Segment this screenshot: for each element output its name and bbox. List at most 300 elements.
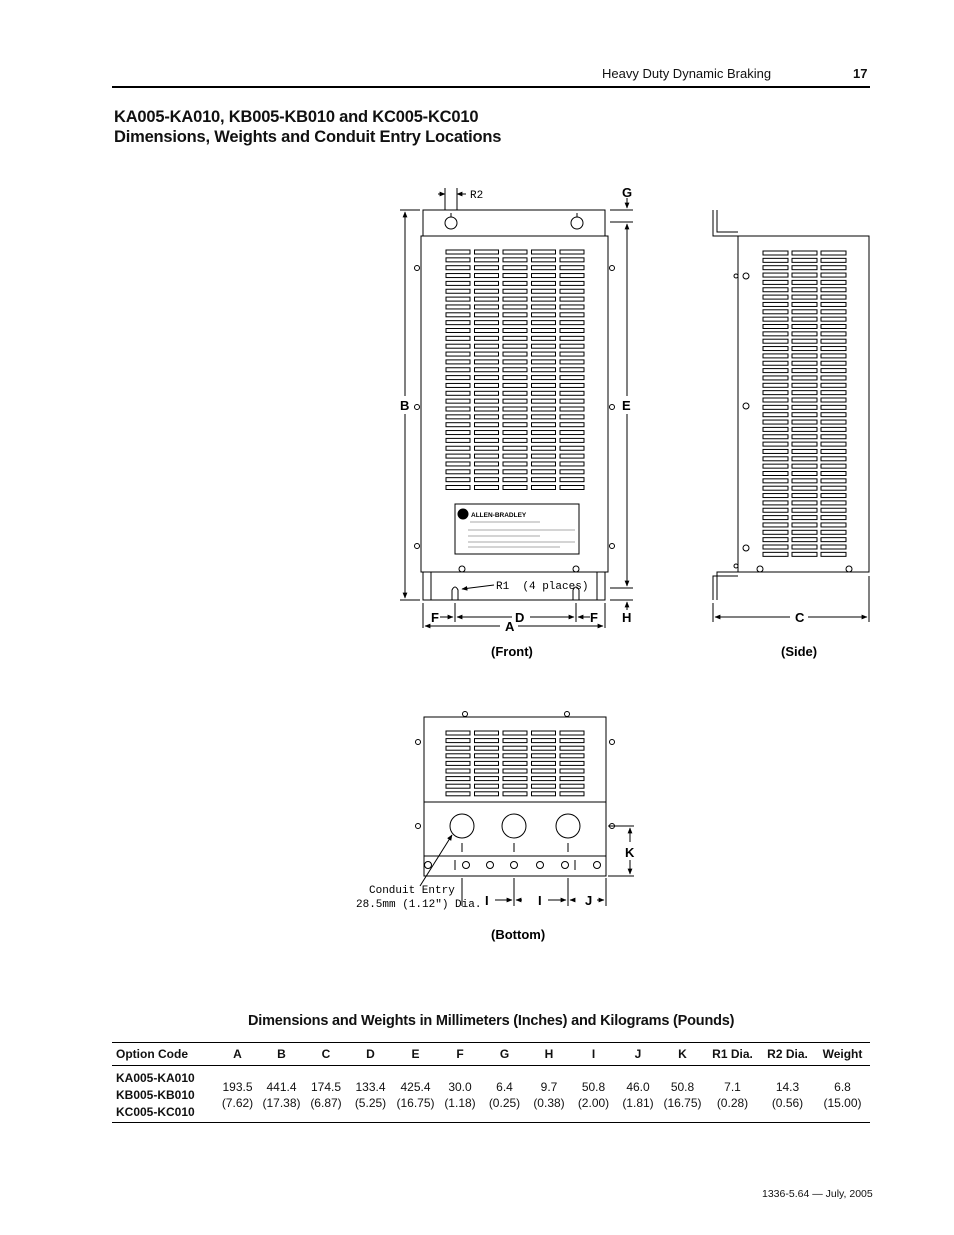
vent-slot (821, 280, 846, 284)
vent-slot (475, 423, 499, 427)
vent-slot (560, 258, 584, 262)
vent-slot (446, 368, 470, 372)
vent-slot (560, 746, 584, 750)
dim-label-h: H (622, 610, 632, 625)
vent-slot (763, 280, 788, 284)
vent-slot (503, 478, 527, 482)
vent-slot (475, 297, 499, 301)
col-header-r2: R2 Dia. (767, 1047, 808, 1061)
vent-slot (532, 761, 556, 765)
vent-slot (532, 281, 556, 285)
vent-slot (560, 739, 584, 743)
vent-slot (763, 302, 788, 306)
vent-slot (503, 352, 527, 356)
vent-slot (503, 336, 527, 340)
col-header-g: G (499, 1047, 510, 1061)
vent-slot (446, 407, 470, 411)
vent-slot (763, 295, 788, 299)
vent-slot (475, 344, 499, 348)
vent-slot (560, 446, 584, 450)
vent-slot (475, 470, 499, 474)
table-row (112, 1068, 870, 1122)
dim-label-i-right: I (538, 893, 542, 908)
vent-slot (475, 462, 499, 466)
vent-slot (446, 274, 470, 278)
vent-slot (475, 305, 499, 309)
vent-slot (560, 344, 584, 348)
vent-slot (792, 398, 817, 402)
vent-slot (792, 325, 817, 329)
vent-slot (821, 479, 846, 483)
vent-slot (792, 288, 817, 292)
dim-label-j: J (585, 893, 593, 908)
vent-slot (446, 344, 470, 348)
vent-slot (821, 354, 846, 358)
vent-slot (821, 273, 846, 277)
vent-slot (560, 470, 584, 474)
value-in: (1.81) (622, 1096, 654, 1110)
vent-slot (475, 746, 499, 750)
dimensions-table-body (112, 1068, 870, 1122)
vent-slot (532, 376, 556, 380)
cell-i (571, 1068, 616, 1122)
page-title-line2: Dimensions, Weights and Conduit Entry Locations (114, 128, 502, 146)
col-header-c: C (321, 1047, 331, 1061)
vent-slot (821, 501, 846, 505)
vent-slot (532, 266, 556, 270)
vent-slot (763, 420, 788, 424)
footer-doc-ref: 1336-5.64 — July, 2005 (762, 1188, 873, 1200)
vent-slot (821, 472, 846, 476)
dim-label-f-right: F (590, 610, 598, 625)
vent-slot (821, 325, 846, 329)
vent-slot (560, 305, 584, 309)
page-number: 17 (853, 66, 868, 81)
vent-slot (821, 464, 846, 468)
vent-slot (560, 383, 584, 387)
vent-slot (763, 251, 788, 255)
vent-slot (532, 746, 556, 750)
vent-slot (532, 383, 556, 387)
vent-slot (821, 369, 846, 373)
vent-slot (792, 332, 817, 336)
table-title: Dimensions and Weights in Millimeters (Inches) and Kilograms (Pounds) (248, 1013, 735, 1029)
vent-slot (821, 251, 846, 255)
col-header-r1: R1 Dia. (712, 1047, 753, 1061)
vent-slot (560, 399, 584, 403)
vent-slot (792, 442, 817, 446)
vent-slot (475, 352, 499, 356)
vent-slot (821, 391, 846, 395)
vent-slot (446, 289, 470, 293)
vent-slot (763, 317, 788, 321)
vent-slot (821, 361, 846, 365)
vent-slot (821, 405, 846, 409)
vent-slot (446, 784, 470, 788)
vent-slot (475, 383, 499, 387)
cell-r1 (705, 1068, 760, 1122)
vent-slot (821, 435, 846, 439)
vent-slot (446, 470, 470, 474)
value-mm: 50.8 (581, 1080, 606, 1094)
value-in: (0.28) (716, 1096, 749, 1110)
vent-slot (792, 280, 817, 284)
vent-slot (560, 423, 584, 427)
vent-slot (446, 376, 470, 380)
vent-slot (532, 431, 556, 435)
r2-label: R2 (470, 190, 484, 202)
vent-slot (446, 399, 470, 403)
dim-label-k: K (625, 845, 635, 860)
conduit-note-line1: Conduit Entry (369, 885, 455, 897)
table-header-row (112, 1043, 870, 1065)
dim-label-g: G (622, 185, 633, 200)
value-mm: 133.4 (355, 1080, 386, 1094)
value-mm: 193.5 (222, 1080, 253, 1094)
vent-slot (763, 523, 788, 527)
cell-a (216, 1068, 259, 1122)
vent-slot (763, 545, 788, 549)
vent-slot (560, 777, 584, 781)
vent-slot (446, 769, 470, 773)
vent-slot (821, 398, 846, 402)
vent-slot (532, 297, 556, 301)
vent-slot (503, 399, 527, 403)
vent-slot (446, 250, 470, 254)
dim-label-c: C (795, 610, 805, 625)
vent-slot (821, 295, 846, 299)
vent-slot (560, 274, 584, 278)
col-header-b: B (277, 1047, 286, 1061)
value-lb: (15.00) (823, 1096, 862, 1110)
vent-slot (503, 266, 527, 270)
vent-slot (503, 423, 527, 427)
value-mm: 46.0 (626, 1080, 650, 1094)
vent-slot (532, 784, 556, 788)
vent-slot (763, 288, 788, 292)
vent-slot (503, 360, 527, 364)
vent-slot (532, 792, 556, 796)
vent-slot (503, 407, 527, 411)
vent-slot (446, 336, 470, 340)
bottom-upper-panel (424, 717, 606, 802)
vent-slot (503, 344, 527, 348)
value-in: (0.56) (771, 1096, 804, 1110)
vent-slot (560, 438, 584, 442)
vent-slot (763, 449, 788, 453)
vent-slot (763, 273, 788, 277)
vent-slot (821, 530, 846, 534)
vent-slot (532, 438, 556, 442)
dim-label-i-left: I (485, 893, 489, 908)
vent-slot (821, 552, 846, 556)
vent-slot (503, 250, 527, 254)
vent-slot (475, 431, 499, 435)
vent-slot (503, 274, 527, 278)
vent-slot (560, 478, 584, 482)
vent-slot (763, 479, 788, 483)
vent-slot (763, 258, 788, 262)
vent-slot (763, 310, 788, 314)
vent-slot (821, 310, 846, 314)
view-caption-bottom: (Bottom) (491, 927, 546, 942)
vent-slot (446, 486, 470, 490)
vent-slot (763, 464, 788, 468)
vent-slot (503, 486, 527, 490)
vent-slot (560, 250, 584, 254)
value-in: (1.18) (444, 1096, 476, 1110)
vent-slot (763, 530, 788, 534)
vent-slot (560, 731, 584, 735)
vent-slot (532, 336, 556, 340)
value-in: (16.75) (663, 1096, 702, 1110)
vent-slot (792, 302, 817, 306)
vent-slot (532, 344, 556, 348)
vent-slot (792, 420, 817, 424)
vent-slot (446, 383, 470, 387)
value-in: (2.00) (577, 1096, 610, 1110)
vent-slot (475, 289, 499, 293)
vent-slot (503, 383, 527, 387)
vent-slot (763, 347, 788, 351)
vent-slot (446, 305, 470, 309)
vent-slot (503, 289, 527, 293)
col-header-weight: Weight (822, 1047, 863, 1061)
vent-slot (475, 407, 499, 411)
vent-slot (821, 339, 846, 343)
vent-slot (475, 739, 499, 743)
vent-slot (503, 462, 527, 466)
col-header-h: H (544, 1047, 554, 1061)
col-header-k: K (678, 1047, 687, 1061)
vent-slot (475, 281, 499, 285)
vent-slot (532, 391, 556, 395)
vent-slot (792, 361, 817, 365)
vent-slot (532, 415, 556, 419)
value-mm: 425.4 (400, 1080, 431, 1094)
value-in: (5.25) (354, 1096, 387, 1110)
vent-slot (560, 329, 584, 333)
vent-slot (503, 754, 527, 758)
vent-slot (475, 336, 499, 340)
vent-slot (475, 446, 499, 450)
vent-slot (763, 405, 788, 409)
vent-slot (503, 446, 527, 450)
vent-slot (446, 415, 470, 419)
vent-slot (560, 313, 584, 317)
vent-slot (560, 376, 584, 380)
vent-slot (475, 761, 499, 765)
vent-slot (446, 438, 470, 442)
cell-e (393, 1068, 438, 1122)
cell-f (438, 1068, 482, 1122)
cell-k (660, 1068, 705, 1122)
bottom-view (416, 712, 635, 907)
vent-slot (560, 360, 584, 364)
side-enclosure (738, 236, 869, 572)
vent-slot (532, 462, 556, 466)
vent-slot (821, 449, 846, 453)
vent-slot (446, 478, 470, 482)
cell-j (616, 1068, 660, 1122)
vent-slot (792, 449, 817, 453)
option-code: KC005-KC010 (116, 1104, 195, 1119)
vent-slot (821, 516, 846, 520)
vent-slot (763, 501, 788, 505)
dim-label-a: A (505, 619, 515, 634)
vent-slot (446, 761, 470, 765)
vent-slot (532, 289, 556, 293)
vent-slot (792, 427, 817, 431)
vent-slot (503, 368, 527, 372)
vent-slot (792, 530, 817, 534)
vent-slot (532, 407, 556, 411)
vent-slot (475, 250, 499, 254)
conduit-note-line2: 28.5mm (1.12") Dia. (356, 899, 482, 911)
vent-slot (475, 792, 499, 796)
vent-slot (532, 352, 556, 356)
value-in: (6.87) (310, 1096, 342, 1110)
vent-slot (792, 376, 817, 380)
vent-slot (792, 354, 817, 358)
vent-slot (763, 376, 788, 380)
vent-slot (475, 360, 499, 364)
col-header-a: A (233, 1047, 242, 1061)
vent-slot (821, 302, 846, 306)
vent-slot (560, 266, 584, 270)
vent-slot (532, 754, 556, 758)
vent-slot (763, 538, 788, 542)
vent-slot (792, 523, 817, 527)
vent-slot (446, 746, 470, 750)
value-mm: 174.5 (310, 1080, 342, 1094)
nameplate-brand: ALLEN-BRADLEY (471, 512, 527, 519)
vent-slot (792, 516, 817, 520)
value-mm: 50.8 (670, 1080, 695, 1094)
cell-h (527, 1068, 571, 1122)
value-kg: 6.8 (834, 1080, 851, 1094)
vent-slot (532, 486, 556, 490)
vent-slot (532, 258, 556, 262)
vent-slot (560, 454, 584, 458)
vent-slot (532, 360, 556, 364)
option-code: KA005-KA010 (116, 1070, 195, 1085)
vent-slot (532, 250, 556, 254)
vent-slot (821, 317, 846, 321)
cell-d (348, 1068, 393, 1122)
vent-slot (475, 391, 499, 395)
vent-slot (503, 376, 527, 380)
vent-slot (763, 266, 788, 270)
dim-label-d: D (515, 610, 525, 625)
vent-slot (792, 552, 817, 556)
col-header-j: J (634, 1047, 642, 1061)
vent-slot (532, 368, 556, 372)
value-in: (17.38) (262, 1096, 301, 1110)
vent-slot (763, 494, 788, 498)
vent-slot (792, 258, 817, 262)
vent-slot (475, 329, 499, 333)
bottom-vent-grid (446, 731, 584, 796)
vent-slot (503, 438, 527, 442)
ab-logo-icon (458, 509, 468, 519)
r1-label: R1 (4 places) (496, 581, 589, 593)
vent-slot (763, 516, 788, 520)
dim-label-e: E (622, 398, 631, 413)
vent-slot (446, 431, 470, 435)
vent-slot (792, 273, 817, 277)
vent-slot (821, 332, 846, 336)
value-mm: 7.1 (724, 1080, 741, 1094)
vent-slot (560, 336, 584, 340)
cell-r2 (760, 1068, 815, 1122)
vent-slot (821, 413, 846, 417)
vent-slot (446, 391, 470, 395)
vent-slot (821, 288, 846, 292)
vent-slot (792, 347, 817, 351)
value-mm: 30.0 (448, 1080, 472, 1094)
vent-slot (763, 435, 788, 439)
vent-slot (532, 446, 556, 450)
view-caption-front: (Front) (491, 644, 533, 659)
vent-slot (475, 777, 499, 781)
foot-screw-left (459, 566, 465, 572)
col-header-d: D (366, 1047, 375, 1061)
vent-slot (532, 305, 556, 309)
vent-slot (763, 354, 788, 358)
vent-slot (560, 321, 584, 325)
vent-slot (475, 784, 499, 788)
value-mm: 14.3 (775, 1080, 800, 1094)
dimensions-table (112, 1043, 870, 1065)
vent-slot (475, 258, 499, 262)
vent-slot (763, 325, 788, 329)
vent-slot (792, 545, 817, 549)
vent-slot (560, 792, 584, 796)
col-header-e: E (411, 1047, 420, 1061)
col-header-f: F (456, 1047, 464, 1061)
vent-slot (532, 313, 556, 317)
vent-slot (446, 360, 470, 364)
vent-slot (792, 435, 817, 439)
vent-slot (792, 339, 817, 343)
vent-slot (792, 479, 817, 483)
vent-slot (763, 383, 788, 387)
vent-slot (446, 423, 470, 427)
view-caption-side: (Side) (781, 644, 818, 659)
cell-weight (815, 1068, 870, 1122)
vent-slot (821, 347, 846, 351)
vent-slot (792, 310, 817, 314)
vent-slot (792, 494, 817, 498)
vent-slot (532, 731, 556, 735)
vent-slot (763, 413, 788, 417)
vent-slot (503, 321, 527, 325)
vent-slot (532, 423, 556, 427)
vent-slot (475, 321, 499, 325)
cell-c (304, 1068, 348, 1122)
vent-slot (821, 508, 846, 512)
vent-slot (475, 266, 499, 270)
vent-slot (763, 369, 788, 373)
vent-slot (446, 792, 470, 796)
vent-slot (503, 746, 527, 750)
vent-slot (446, 462, 470, 466)
vent-slot (792, 317, 817, 321)
vent-slot (763, 508, 788, 512)
vent-slot (503, 431, 527, 435)
front-view (400, 188, 633, 628)
